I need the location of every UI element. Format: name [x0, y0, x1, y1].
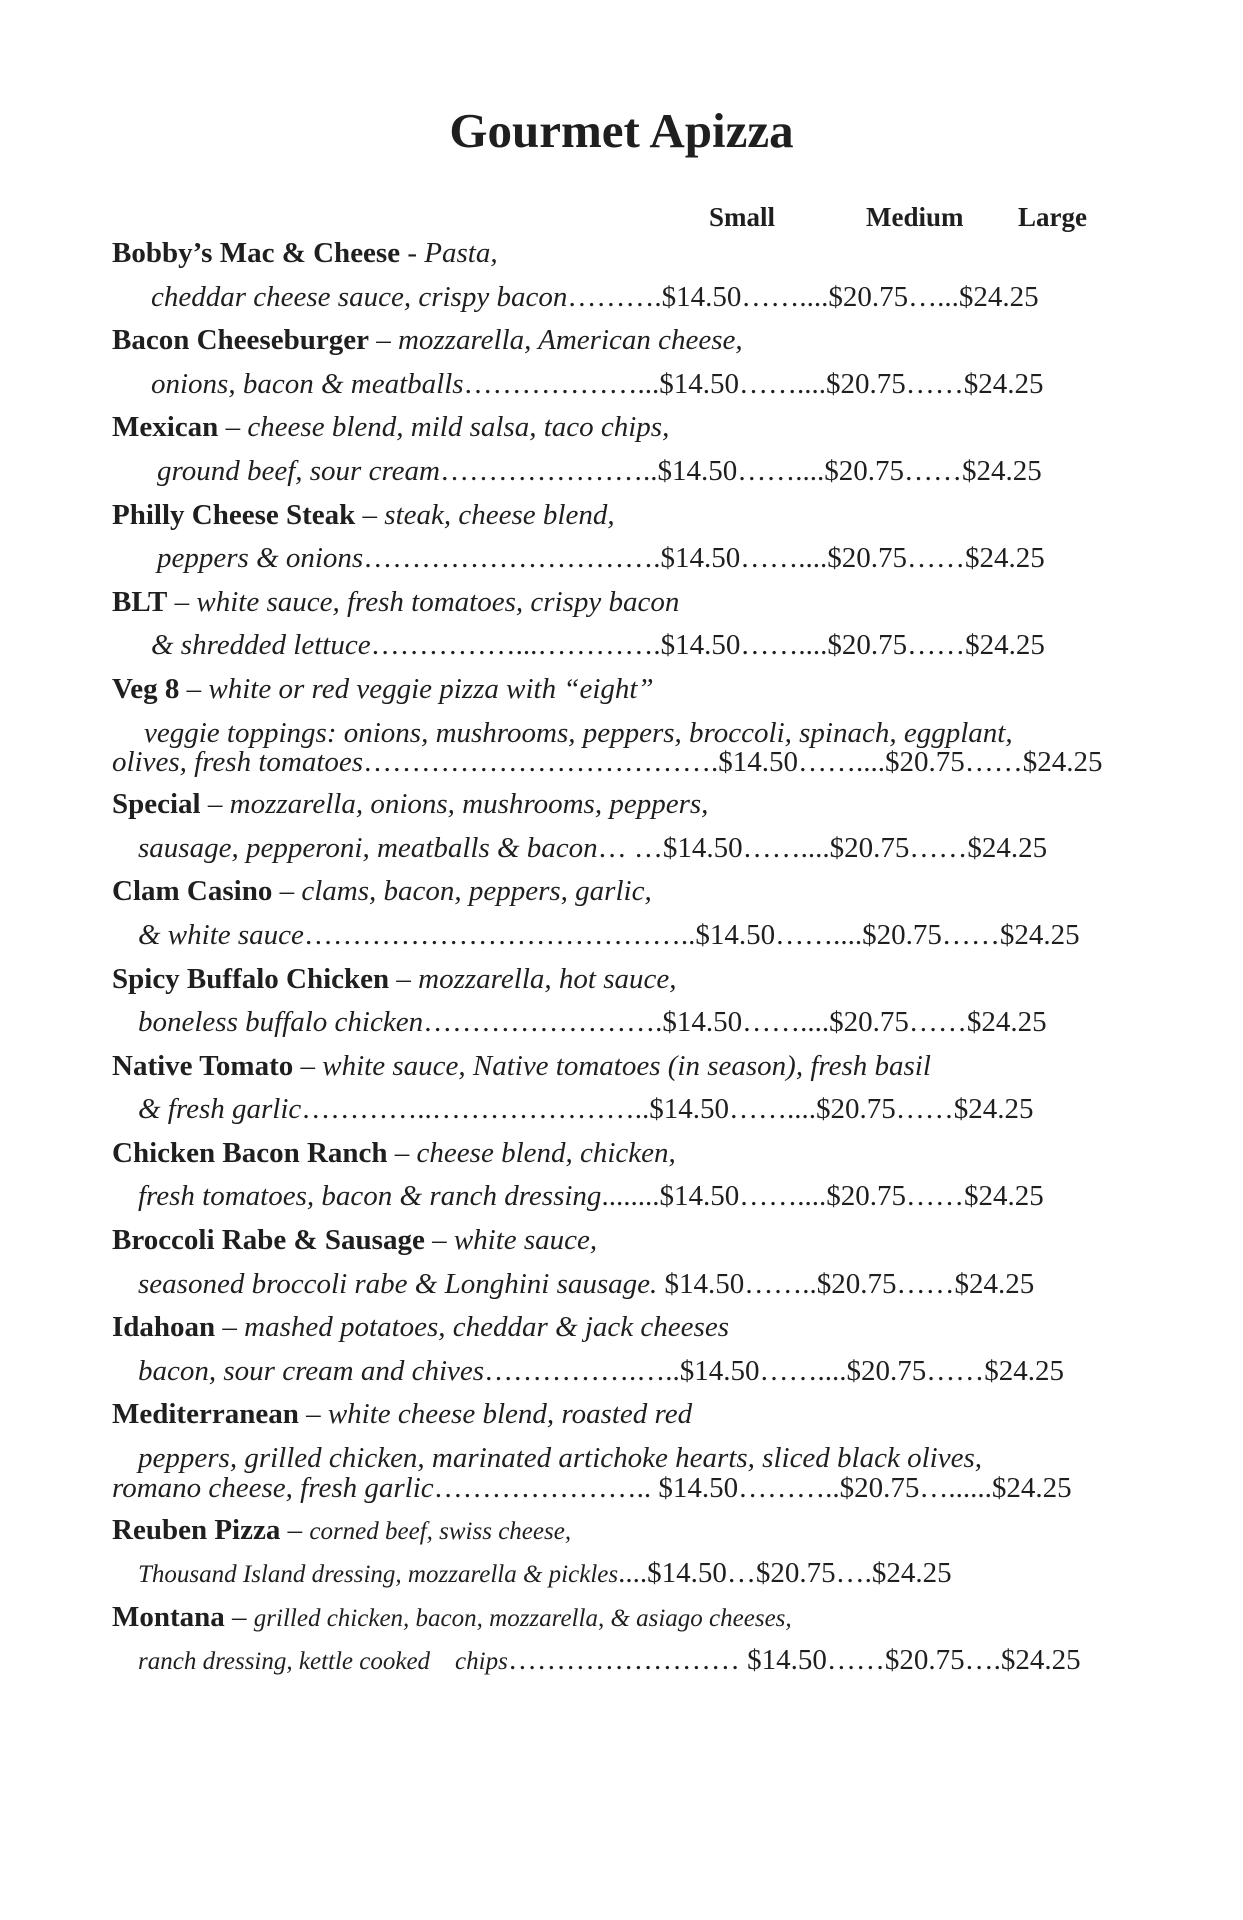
item-description: & fresh garlic	[138, 1093, 302, 1126]
item-separator: –	[215, 1311, 245, 1344]
item-description: steak, cheese blend,	[384, 498, 615, 531]
item-separator: –	[355, 498, 385, 531]
item-name: Chicken Bacon Ranch	[112, 1136, 388, 1169]
item-separator: –	[298, 1398, 328, 1431]
menu-item-price-line	[112, 747, 1192, 783]
menu-item-name-line	[112, 1219, 1192, 1263]
item-description: clams, bacon, peppers, garlic,	[301, 875, 652, 908]
item-prices: … …$14.50……....$20.75……$24.25	[597, 831, 1048, 864]
item-name: Mediterranean	[112, 1398, 299, 1431]
item-description: mozzarella, American cheese,	[397, 324, 743, 357]
item-separator: –	[224, 1600, 254, 1633]
item-prices: ……………...………….$14.50……....$20.75……$24.25	[370, 629, 1045, 662]
item-name: Bacon Cheeseburger	[112, 324, 369, 357]
item-description: Pasta,	[424, 237, 498, 269]
menu-item-price-line	[112, 1263, 1192, 1307]
item-description: ranch dressing, kettle cooked chips	[138, 1648, 508, 1676]
item-description: grilled chicken, bacon, mozzarella, & asiago cheeses,	[253, 1604, 792, 1632]
item-prices: ………………...$14.50……....$20.75……$24.25	[463, 367, 1044, 400]
menu-item-name-line	[112, 1596, 1192, 1640]
item-prices: ………………………….$14.50……....$20.75……$24.25	[363, 542, 1045, 575]
item-prices: …………………..$14.50……....$20.75……$24.25	[439, 454, 1042, 487]
menu-item-price-line	[112, 1350, 1192, 1394]
item-description: peppers, grilled chicken, marinated artichoke hearts, sliced black olives,	[138, 1442, 983, 1475]
item-description: mozzarella, onions, mushrooms, peppers,	[229, 788, 709, 821]
item-description: ground beef, sour cream	[157, 454, 440, 487]
item-description: cheddar cheese sauce, crispy bacon	[151, 280, 568, 313]
menu-item-name-line	[112, 1132, 1192, 1176]
menu-item-name-line	[112, 494, 1192, 538]
menu-item-price-line	[112, 1639, 1192, 1683]
menu-item-name-line	[112, 1045, 1192, 1089]
menu-item-name-line	[112, 668, 1192, 712]
item-prices: …………………………………..$14.50……....$20.75……$24.25	[303, 918, 1080, 951]
item-name: BLT	[112, 585, 168, 618]
menu-item-name-line	[112, 581, 1192, 625]
item-prices: ……………………………….$14.50……....$20.75……$24.25	[363, 746, 1103, 779]
item-description: & shredded lettuce	[151, 629, 371, 662]
item-description: Thousand Island dressing, mozzarella & pickles	[138, 1561, 619, 1589]
item-name: Clam Casino	[112, 875, 273, 908]
menu-item-name-line	[112, 1306, 1192, 1350]
item-description: white sauce, Native tomatoes (in season), fresh basil	[322, 1049, 931, 1082]
menu-list	[112, 232, 1192, 1683]
menu-item-price-line	[112, 1473, 1192, 1509]
item-name: Bobby’s Mac & Cheese	[112, 237, 401, 269]
item-prices: …………….…..$14.50……....$20.75……$24.25	[484, 1354, 1065, 1387]
item-separator: –	[167, 585, 197, 618]
header-large: Large	[1018, 202, 1087, 232]
menu-item-price-line	[112, 1001, 1192, 1045]
item-name: Mexican	[112, 411, 219, 444]
menu-item-price-line	[112, 914, 1192, 958]
item-separator: –	[218, 411, 248, 444]
item-description: & white sauce	[138, 918, 304, 951]
item-prices: ……….$14.50……....$20.75…...$24.25	[567, 280, 1039, 313]
menu-item-price-line	[112, 1552, 1192, 1596]
item-separator: –	[368, 324, 398, 357]
menu-item-price-line	[112, 363, 1192, 407]
item-name: Philly Cheese Steak	[112, 498, 356, 531]
item-name: Spicy Buffalo Chicken	[112, 962, 390, 995]
menu-item-price-line	[112, 1175, 1192, 1219]
item-description: seasoned broccoli rabe & Longhini sausage.	[138, 1267, 658, 1300]
item-description: cheese blend, chicken,	[416, 1136, 676, 1169]
item-name: Native Tomato	[112, 1049, 294, 1082]
item-description: mozzarella, hot sauce,	[418, 962, 677, 995]
item-separator: -	[400, 237, 425, 269]
item-description: veggie toppings: onions, mushrooms, peppers, broccoli, spinach, eggplant,	[144, 716, 1013, 749]
item-name: Montana	[112, 1600, 225, 1633]
item-prices: …………………… $14.50……$20.75….$24.25	[507, 1644, 1081, 1677]
item-separator: –	[179, 672, 209, 705]
item-description: white cheese blend, roasted red	[327, 1398, 693, 1431]
item-description: bacon, sour cream and chives	[138, 1354, 485, 1387]
menu-item-name-line	[112, 958, 1192, 1002]
menu-item-price-line	[112, 1088, 1192, 1132]
menu-item-name-line	[112, 232, 1192, 276]
item-separator: –	[280, 1513, 310, 1546]
item-separator: –	[389, 962, 419, 995]
item-name: Veg 8	[112, 672, 180, 705]
item-description: corned beef, swiss cheese,	[309, 1517, 572, 1545]
page-title: Gourmet Apizza	[449, 103, 794, 158]
menu-item-name-line	[112, 1393, 1192, 1437]
item-separator: –	[293, 1049, 323, 1082]
header-medium: Medium	[866, 202, 964, 232]
item-separator: –	[387, 1136, 417, 1169]
menu-item-name-line	[112, 1509, 1192, 1553]
menu-item-name-line	[112, 319, 1192, 363]
menu-item-name-line	[112, 783, 1192, 827]
item-prices: …………………….$14.50……....$20.75……$24.25	[423, 1006, 1047, 1039]
item-prices: ........$14.50……....$20.75……$24.25	[601, 1180, 1044, 1213]
item-prices: ………………….. $14.50………..$20.75…......$24.25	[433, 1471, 1072, 1504]
menu-item-price-line	[112, 827, 1192, 871]
menu-item-price-line	[112, 276, 1192, 320]
item-name: Special	[112, 788, 201, 821]
item-prices: ....$14.50…$20.75….$24.25	[618, 1557, 952, 1590]
item-description: romano cheese, fresh garlic	[112, 1471, 434, 1504]
item-description: onions, bacon & meatballs	[151, 367, 464, 400]
item-description: olives, fresh tomatoes	[112, 746, 364, 779]
item-name: Broccoli Rabe & Sausage	[112, 1224, 425, 1257]
item-description: fresh tomatoes, bacon & ranch dressing	[138, 1180, 602, 1213]
item-description: peppers & onions	[157, 542, 364, 575]
item-name: Idahoan	[112, 1311, 216, 1344]
header-small: Small	[709, 202, 776, 232]
menu-item-name-line	[112, 406, 1192, 450]
item-description: boneless buffalo chicken	[138, 1006, 424, 1039]
item-name: Reuben Pizza	[112, 1513, 281, 1546]
item-separator: –	[424, 1224, 454, 1257]
menu-item-price-line	[112, 624, 1192, 668]
menu-item-name-line	[112, 870, 1192, 914]
item-description: white sauce, fresh tomatoes, crispy bacon	[196, 585, 680, 618]
item-prices: $14.50……..$20.75……$24.25	[657, 1267, 1035, 1300]
item-prices: …………..…………………..$14.50……....$20.75……$24.25	[301, 1093, 1034, 1126]
item-separator: –	[200, 788, 230, 821]
item-separator: –	[272, 875, 302, 908]
item-description: cheese blend, mild salsa, taco chips,	[247, 411, 670, 444]
menu-item-price-line	[112, 450, 1192, 494]
item-description: mashed potatoes, cheddar & jack cheeses	[244, 1311, 729, 1344]
item-description: white or red veggie pizza with “eight”	[208, 672, 654, 705]
item-description: sausage, pepperoni, meatballs & bacon	[138, 831, 598, 864]
item-description: white sauce,	[453, 1224, 598, 1257]
menu-item-price-line	[112, 537, 1192, 581]
